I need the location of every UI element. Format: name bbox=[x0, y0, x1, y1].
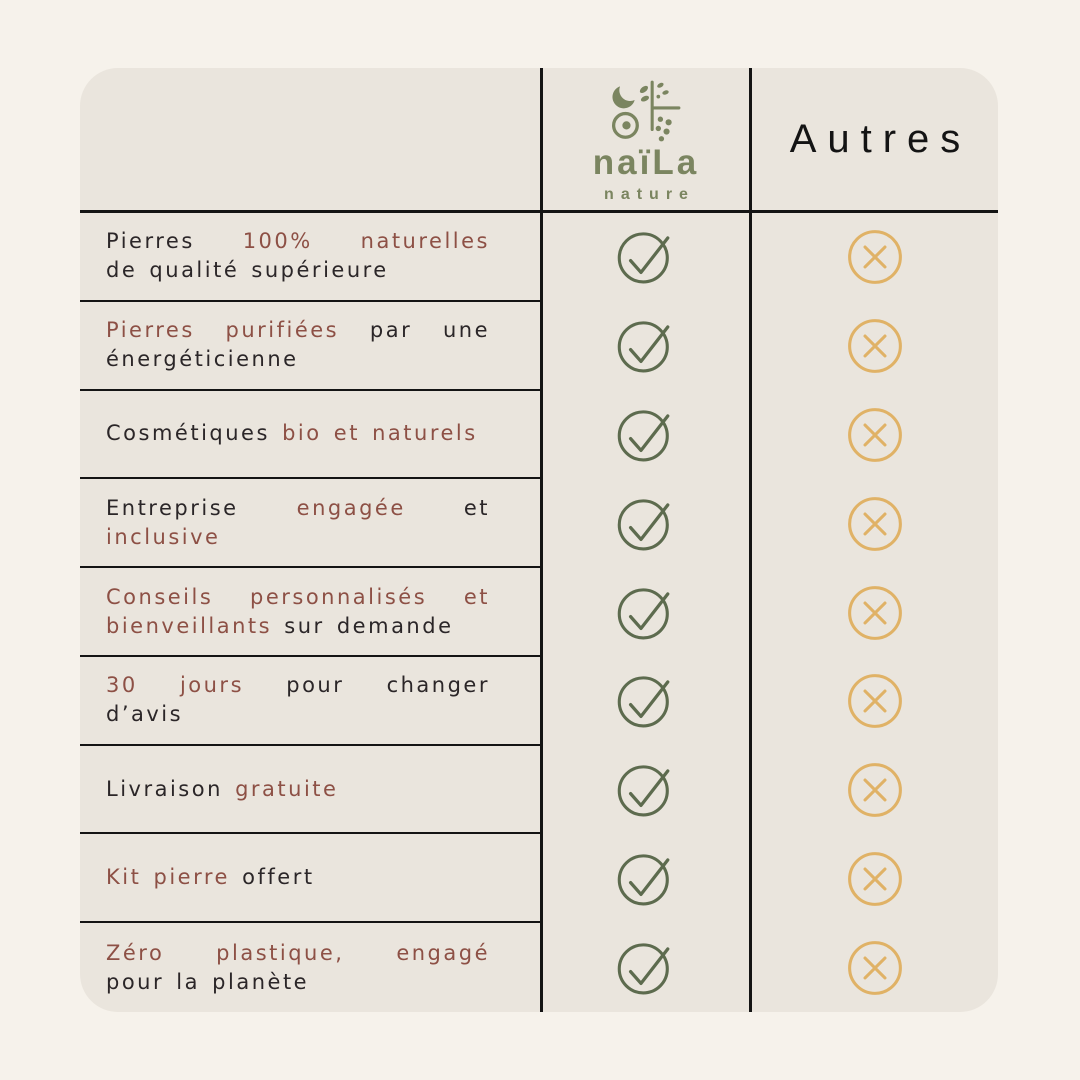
feature-text: Livraison bbox=[106, 776, 223, 801]
check-circle-icon bbox=[617, 761, 675, 819]
feature-label bbox=[80, 834, 540, 923]
check-circle-icon bbox=[617, 317, 675, 375]
check-circle-icon bbox=[617, 228, 675, 286]
feature-label bbox=[80, 657, 540, 746]
cross-circle-icon bbox=[846, 761, 904, 819]
naila-value-cell bbox=[540, 568, 752, 657]
table-row bbox=[80, 657, 998, 746]
feature-text-accent: gratuite bbox=[235, 776, 339, 801]
autres-value-cell bbox=[752, 479, 998, 568]
naila-value-cell bbox=[540, 834, 752, 923]
header-empty-cell bbox=[80, 68, 540, 210]
naila-value-cell bbox=[540, 302, 752, 391]
autres-value-cell bbox=[752, 213, 998, 302]
check-circle-icon bbox=[617, 672, 675, 730]
cross-circle-icon bbox=[846, 672, 904, 730]
feature-text: sur demande bbox=[284, 613, 454, 638]
naila-nature-logo-icon bbox=[609, 80, 683, 142]
naila-value-cell bbox=[540, 391, 752, 480]
feature-text: pour changer bbox=[286, 673, 490, 698]
header-brand-cell bbox=[540, 68, 752, 210]
feature-text-accent: inclusive bbox=[106, 524, 221, 549]
check-circle-icon bbox=[617, 584, 675, 642]
autres-value-cell bbox=[752, 657, 998, 746]
naila-value-cell bbox=[540, 746, 752, 835]
naila-value-cell bbox=[540, 923, 752, 1012]
feature-label-line bbox=[106, 700, 490, 729]
header-competitor-cell bbox=[752, 68, 998, 210]
feature-label bbox=[80, 391, 540, 480]
feature-label-line bbox=[106, 671, 490, 700]
cross-circle-icon bbox=[846, 228, 904, 286]
feature-text-accent: Pierres purifiées bbox=[106, 318, 340, 343]
feature-label bbox=[80, 479, 540, 568]
feature-text-accent: Conseils personnalisés et bbox=[106, 584, 490, 609]
comparison-table-card bbox=[80, 68, 998, 1012]
feature-text-accent: 100% naturelles bbox=[242, 229, 490, 254]
check-circle-icon bbox=[617, 850, 675, 908]
feature-label bbox=[80, 302, 540, 391]
feature-text-accent: bienveillants bbox=[106, 613, 273, 638]
cross-circle-icon bbox=[846, 939, 904, 997]
competitor-label: Autres bbox=[789, 116, 972, 161]
feature-text: Cosmétiques bbox=[106, 421, 270, 446]
table-body bbox=[80, 213, 998, 1012]
naila-value-cell bbox=[540, 479, 752, 568]
autres-value-cell bbox=[752, 568, 998, 657]
feature-text: Pierres bbox=[106, 229, 195, 254]
feature-text-accent: bio et naturels bbox=[282, 421, 478, 446]
feature-label-line bbox=[106, 939, 490, 968]
cross-circle-icon bbox=[846, 317, 904, 375]
feature-text: par une bbox=[369, 318, 490, 343]
feature-text: d’avis bbox=[106, 702, 184, 727]
table-row bbox=[80, 391, 998, 480]
table-row bbox=[80, 302, 998, 391]
feature-label-line bbox=[106, 583, 490, 612]
check-circle-icon bbox=[617, 406, 675, 464]
autres-value-cell bbox=[752, 302, 998, 391]
table-row bbox=[80, 213, 998, 302]
table-row bbox=[80, 568, 998, 657]
check-circle-icon bbox=[617, 495, 675, 553]
table-header-row bbox=[80, 68, 998, 213]
feature-label-line bbox=[106, 775, 490, 804]
brand-tagline: nature bbox=[604, 186, 695, 203]
table-row bbox=[80, 834, 998, 923]
feature-label-line bbox=[106, 419, 490, 448]
table-row bbox=[80, 923, 998, 1012]
feature-label-line bbox=[106, 968, 490, 997]
naila-value-cell bbox=[540, 213, 752, 302]
feature-text-accent: Kit pierre bbox=[106, 865, 230, 890]
feature-label-line bbox=[106, 612, 490, 641]
table-row bbox=[80, 479, 998, 568]
feature-text: et bbox=[463, 495, 490, 520]
table-row bbox=[80, 746, 998, 835]
feature-text: de qualité supérieure bbox=[106, 258, 389, 283]
feature-text-accent: engagée bbox=[296, 495, 406, 520]
feature-text: énergéticienne bbox=[106, 347, 299, 372]
feature-label-line bbox=[106, 316, 490, 345]
feature-label-line bbox=[106, 523, 490, 552]
cross-circle-icon bbox=[846, 495, 904, 553]
check-circle-icon bbox=[617, 939, 675, 997]
autres-value-cell bbox=[752, 391, 998, 480]
autres-value-cell bbox=[752, 923, 998, 1012]
feature-text-accent: 30 jours bbox=[106, 673, 245, 698]
feature-label-line bbox=[106, 227, 490, 256]
cross-circle-icon bbox=[846, 406, 904, 464]
feature-label-line bbox=[106, 863, 490, 892]
naila-value-cell bbox=[540, 657, 752, 746]
feature-label bbox=[80, 213, 540, 302]
feature-label-line bbox=[106, 345, 490, 374]
autres-value-cell bbox=[752, 746, 998, 835]
feature-label-line bbox=[106, 494, 490, 523]
feature-label bbox=[80, 746, 540, 835]
feature-label bbox=[80, 568, 540, 657]
autres-value-cell bbox=[752, 834, 998, 923]
feature-text: pour la planète bbox=[106, 969, 310, 994]
brand-wordmark: naïLa bbox=[592, 143, 700, 182]
feature-text: offert bbox=[242, 865, 315, 890]
feature-text-accent: Zéro plastique, engagé bbox=[106, 940, 490, 965]
feature-text: Entreprise bbox=[106, 495, 239, 520]
feature-label-line bbox=[106, 256, 490, 285]
cross-circle-icon bbox=[846, 850, 904, 908]
cross-circle-icon bbox=[846, 584, 904, 642]
feature-label bbox=[80, 923, 540, 1012]
